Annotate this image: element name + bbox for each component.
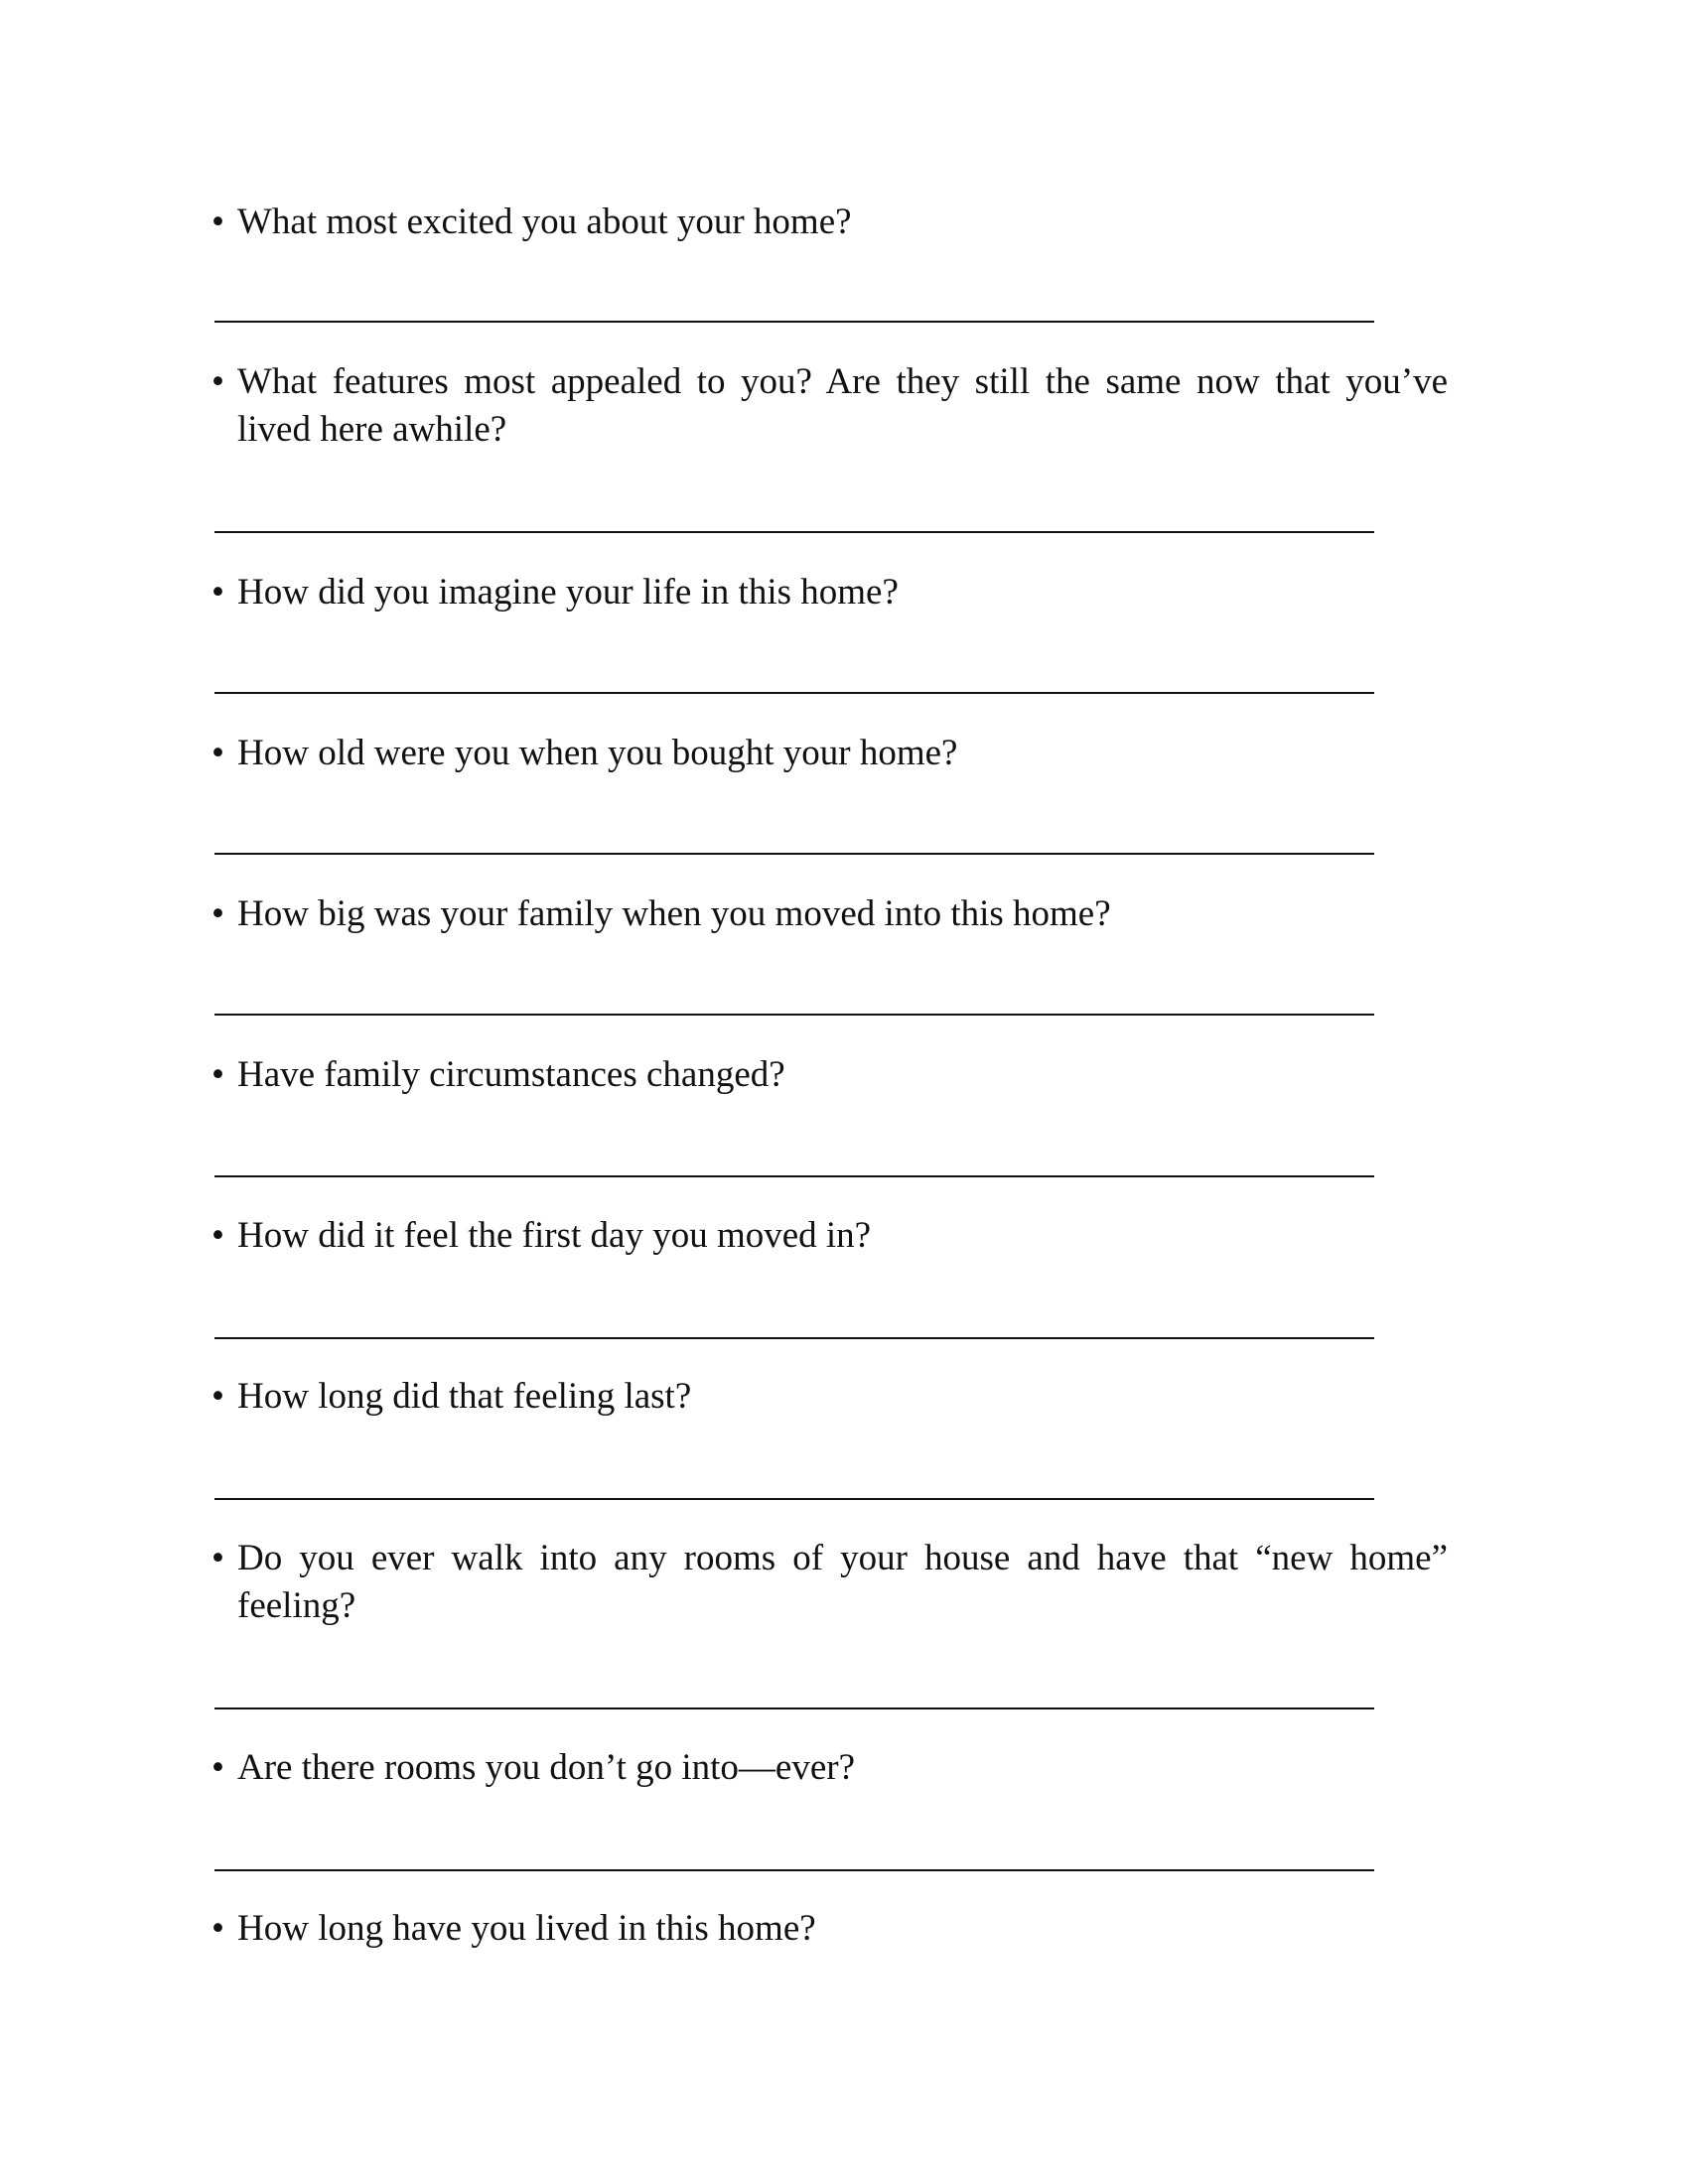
- answer-line: [214, 531, 1374, 533]
- bullet: •: [211, 733, 224, 773]
- question-item: [211, 890, 1453, 938]
- question-item: [211, 1212, 1453, 1260]
- question-item: [211, 1535, 1453, 1630]
- answer-line: [214, 1707, 1374, 1709]
- question-text: How long have you lived in this home?: [237, 1908, 816, 1949]
- bullet: •: [211, 1538, 224, 1578]
- bullet: •: [211, 361, 224, 402]
- bullet: •: [211, 893, 224, 934]
- bullet: •: [211, 1215, 224, 1256]
- question-item: [211, 358, 1453, 454]
- bullet: •: [211, 1054, 224, 1095]
- question-text: How big was your family when you moved into this home?: [237, 893, 1111, 934]
- question-text: What features most appealed to you? Are they still the same now that you’ve lived here awhile?: [237, 361, 1448, 450]
- question-item: [211, 1905, 1453, 1953]
- question-text: How old were you when you bought your home?: [237, 733, 958, 773]
- bullet: •: [211, 1908, 224, 1949]
- answer-line: [214, 321, 1374, 323]
- question-item: [211, 569, 1453, 616]
- question-item: [211, 730, 1453, 777]
- bullet: •: [211, 1376, 224, 1417]
- question-item: [211, 1373, 1453, 1421]
- bullet: •: [211, 202, 224, 242]
- question-item: [211, 1744, 1453, 1792]
- answer-line: [214, 1014, 1374, 1016]
- question-text: How did you imagine your life in this home?: [237, 572, 899, 613]
- bullet: •: [211, 1747, 224, 1788]
- question-item: [211, 1051, 1453, 1099]
- question-text: Have family circumstances changed?: [237, 1054, 785, 1095]
- question-text: How long did that feeling last?: [237, 1376, 692, 1417]
- answer-line: [214, 1869, 1374, 1871]
- question-text: Are there rooms you don’t go into—ever?: [237, 1747, 855, 1788]
- answer-line: [214, 1175, 1374, 1177]
- question-text: How did it feel the first day you moved in?: [237, 1215, 872, 1256]
- question-text: What most excited you about your home?: [237, 202, 852, 242]
- answer-line: [214, 692, 1374, 694]
- answer-line: [214, 1498, 1374, 1500]
- answer-line: [214, 1337, 1374, 1339]
- bullet: •: [211, 572, 224, 613]
- question-item: [211, 199, 1453, 246]
- answer-line: [214, 853, 1374, 855]
- question-text: Do you ever walk into any rooms of your house and have that “new home” feeling?: [237, 1538, 1448, 1626]
